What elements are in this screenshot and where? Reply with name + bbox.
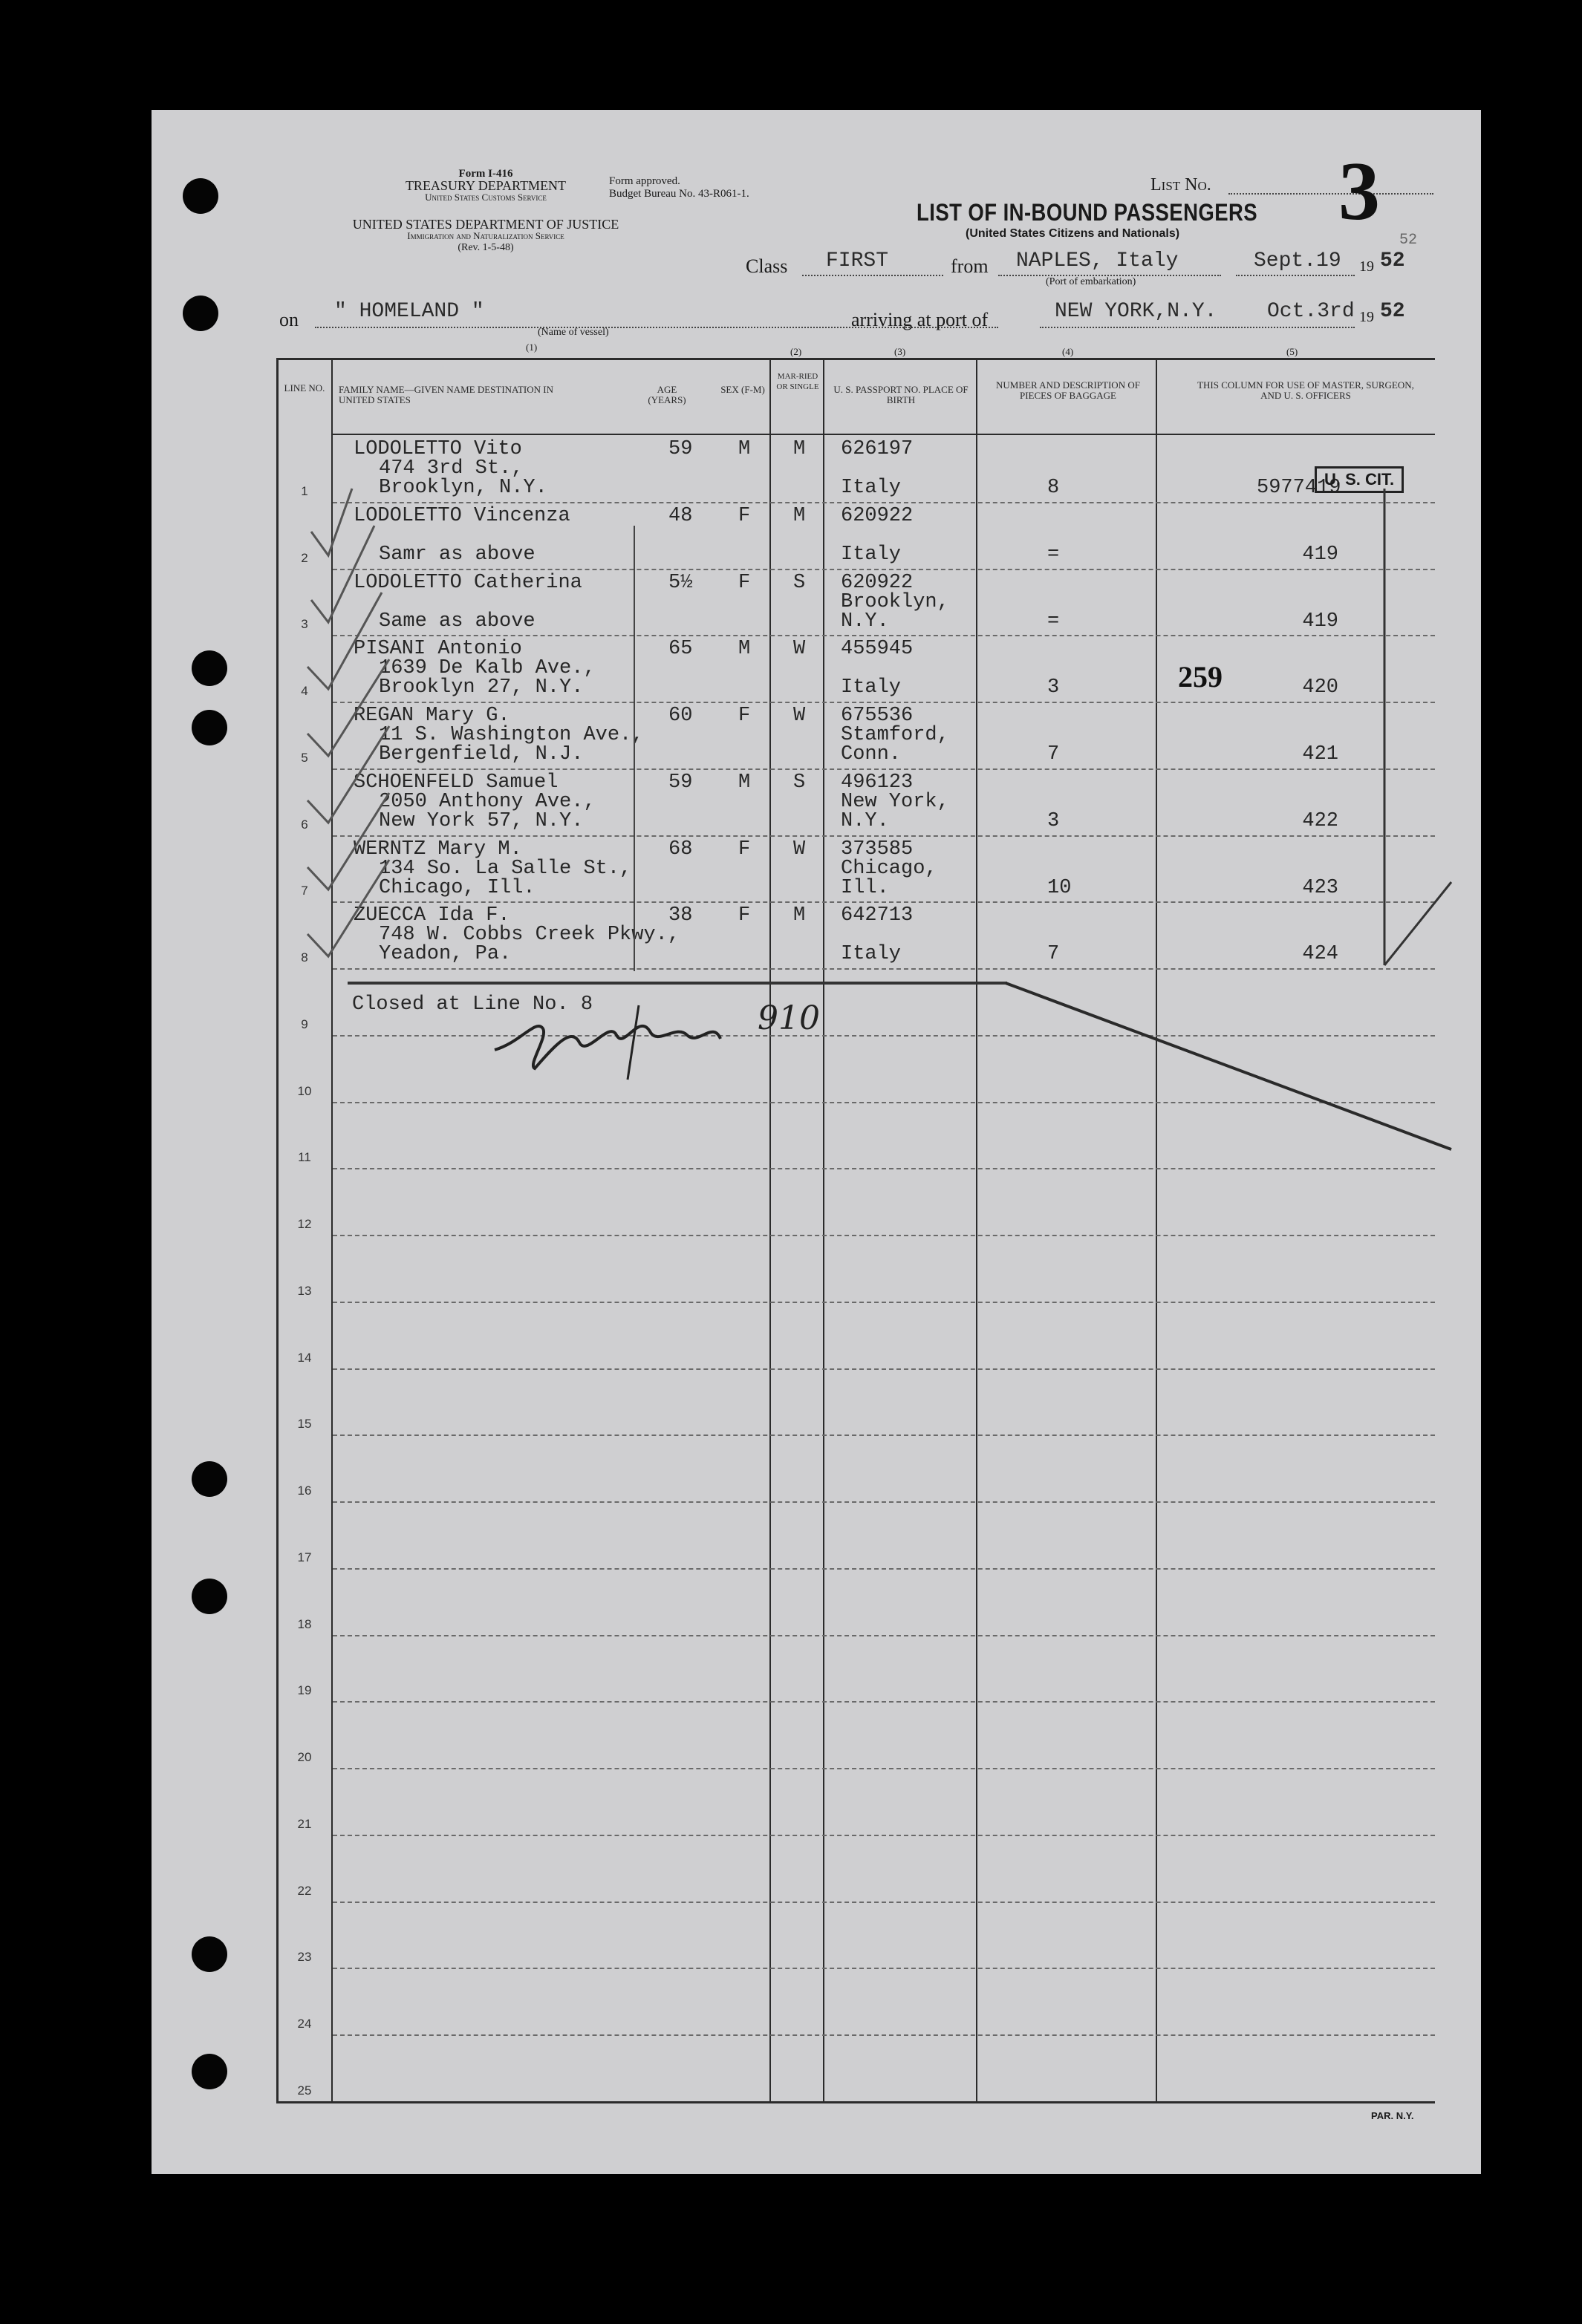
place-of-birth: Brooklyn, [841, 590, 949, 613]
year-prefix-2: 19 [1359, 309, 1374, 325]
line-number: 18 [297, 1616, 312, 1631]
year-prefix-1: 19 [1359, 258, 1374, 275]
sailing-year: 52 [1380, 249, 1405, 272]
col-num-1: (1) [526, 342, 538, 353]
arriving-label: arriving at port of [851, 309, 989, 330]
baggage-count: 7 [1047, 943, 1060, 966]
passenger-address: 134 So. La Salle St., [379, 857, 632, 880]
officer-number: 419 [1302, 543, 1338, 566]
line-number: 24 [297, 2017, 312, 2031]
passenger-destination: Chicago, Ill. [379, 876, 536, 899]
col-header-married: MAR-RIED OR SINGLE [776, 372, 819, 391]
col-header-age: AGE (YEARS) [648, 384, 686, 405]
line-number: 1 [301, 483, 308, 498]
passenger-destination: Bergenfield, N.J. [379, 743, 584, 766]
passenger-sex: F [738, 504, 751, 527]
line-number: 5 [301, 750, 308, 765]
place-of-birth: Stamford, [841, 724, 949, 747]
sailing-date: Sept.19 [1254, 249, 1341, 272]
place-of-birth: Conn. [841, 743, 902, 766]
line-number: 4 [301, 684, 308, 699]
line-number: 13 [297, 1283, 312, 1298]
line-number: 25 [297, 2083, 312, 2098]
line-number: 10 [297, 1083, 312, 1098]
passenger-sex: F [738, 571, 751, 594]
passenger-sex: M [738, 638, 751, 661]
line-number: 7 [301, 884, 308, 898]
passenger-age: 60 [668, 705, 693, 728]
passenger-address: 748 W. Cobbs Creek Pkwy., [379, 924, 680, 947]
line-number: 21 [297, 1816, 312, 1831]
passenger-name: LODOLETTO Vito [354, 438, 522, 460]
passenger-marital-status: M [793, 904, 806, 927]
passenger-destination: Brooklyn, N.Y. [379, 477, 547, 499]
line-number: 17 [297, 1550, 312, 1564]
baggage-count: = [1047, 543, 1060, 566]
passenger-address: 1639 De Kalb Ave., [379, 657, 596, 680]
passenger-address: 474 3rd St., [379, 457, 524, 480]
baggage-count: = [1047, 610, 1060, 633]
line-number: 22 [297, 1883, 312, 1898]
col-num-2: (2) [790, 346, 802, 357]
document-page [152, 110, 1481, 2174]
row-separator [333, 1902, 1435, 1903]
dept-treasury-sub: United States Customs Service [425, 192, 547, 203]
us-citizen-stamp: U. S. CIT. [1315, 466, 1404, 493]
list-number: 3 [1338, 146, 1380, 238]
arrival-date: Oct.3rd [1267, 300, 1355, 323]
port-embarkation-label: (Port of embarkation) [1046, 276, 1136, 287]
passenger-age: 5½ [668, 571, 693, 594]
passenger-name: WERNTZ Mary M. [354, 838, 522, 861]
passenger-marital-status: M [793, 438, 806, 460]
row-separator [333, 1701, 1435, 1703]
list-no-label: List No. [1150, 175, 1211, 195]
line-number: 2 [301, 550, 308, 565]
officer-number: 423 [1302, 876, 1338, 899]
place-of-birth: Chicago, [841, 857, 937, 880]
place-of-birth: Italy [841, 477, 902, 499]
year-note: 52 [1399, 232, 1418, 249]
vessel-name: " HOMELAND " [334, 300, 484, 323]
col-header-line-no: LINE NO. [284, 382, 325, 394]
passenger-age: 59 [668, 771, 693, 794]
passport-number: 620922 [841, 571, 914, 594]
dept-justice: UNITED STATES DEPARTMENT OF JUSTICE [352, 217, 619, 232]
place-of-birth: Ill. [841, 876, 889, 899]
place-of-birth: Italy [841, 943, 902, 966]
col-header-baggage: NUMBER AND DESCRIPTION OF PIECES OF BAGGAGE [996, 379, 1140, 401]
page-subtitle: (United States Citizens and Nationals) [966, 227, 1180, 240]
passenger-marital-status: S [793, 771, 806, 794]
line-number: 8 [301, 950, 308, 965]
baggage-count: 10 [1047, 876, 1072, 899]
col-num-5: (5) [1286, 346, 1298, 357]
row-separator [333, 1835, 1435, 1836]
budget-bureau: Budget Bureau No. 43-R061-1. [609, 188, 749, 200]
passport-number: 642713 [841, 904, 914, 927]
passenger-age: 59 [668, 438, 693, 460]
passenger-sex: F [738, 705, 751, 728]
passenger-marital-status: S [793, 571, 806, 594]
passenger-destination: Yeadon, Pa. [379, 943, 512, 966]
line-number: 11 [298, 1150, 311, 1165]
binder-hole [192, 2054, 227, 2089]
place-of-birth: New York, [841, 790, 949, 813]
binder-hole [192, 1461, 227, 1497]
line-number: 19 [297, 1683, 312, 1698]
row-separator [333, 1768, 1435, 1769]
passenger-age: 38 [668, 904, 693, 927]
baggage-count: 7 [1047, 743, 1060, 766]
row-separator [333, 1568, 1435, 1570]
passenger-address: 11 S. Washington Ave., [379, 724, 644, 747]
arrival-year: 52 [1380, 300, 1405, 323]
passenger-age: 68 [668, 838, 693, 861]
passenger-marital-status: W [793, 705, 806, 728]
from-value: NAPLES, Italy [1016, 249, 1179, 272]
from-label: from [951, 255, 989, 277]
row-separator [333, 1968, 1435, 1969]
line-number: 14 [297, 1350, 312, 1365]
place-of-birth: Italy [841, 543, 902, 566]
row-separator [333, 1501, 1435, 1503]
binder-hole [192, 1936, 227, 1972]
col-header-officers: THIS COLUMN FOR USE OF MASTER, SURGEON, AND U. S. OFFICERS [1197, 379, 1414, 401]
line-number: 20 [297, 1750, 312, 1765]
passenger-name: ZUECCA Ida F. [354, 904, 510, 927]
signature-note: 910 [758, 999, 820, 1037]
place-of-birth: N.Y. [841, 809, 889, 832]
passenger-name: LODOLETTO Catherina [354, 571, 582, 594]
line-number: 23 [297, 1950, 312, 1965]
passport-number: 620922 [841, 504, 914, 527]
col-num-4: (4) [1062, 346, 1074, 357]
passport-number: 455945 [841, 638, 914, 661]
place-of-birth: Italy [841, 676, 902, 699]
baggage-count: 3 [1047, 809, 1060, 832]
passport-number: 496123 [841, 771, 914, 794]
baggage-count: 8 [1047, 477, 1060, 499]
passenger-name: SCHOENFELD Samuel [354, 771, 559, 794]
handwritten-marks [152, 110, 1481, 1298]
form-number: Form I-416 [458, 168, 513, 180]
line-number: 6 [301, 817, 308, 832]
form-approved: Form approved. [609, 175, 680, 187]
col-header-passport: U. S. PASSPORT NO. PLACE OF BIRTH [833, 384, 969, 405]
line-number: 3 [301, 617, 308, 632]
passport-number: 626197 [841, 438, 914, 460]
col-header-name: FAMILY NAME—GIVEN NAME DESTINATION IN UNITED STATES [339, 384, 554, 405]
place-of-birth: N.Y. [841, 610, 889, 633]
passenger-marital-status: W [793, 838, 806, 861]
passenger-sex: M [738, 771, 751, 794]
printer-mark: PAR. N.Y. [1371, 2110, 1414, 2121]
on-label: on [279, 309, 299, 330]
form-rev: (Rev. 1-5-48) [458, 242, 514, 253]
passenger-destination: Brooklyn 27, N.Y. [379, 676, 584, 699]
passenger-name: REGAN Mary G. [354, 705, 510, 728]
officer-number: 422 [1302, 809, 1338, 832]
col-header-sex: SEX (F-M) [720, 384, 765, 395]
annotation-259: 259 [1178, 660, 1223, 693]
row-separator [333, 1368, 1435, 1370]
line-number: 16 [297, 1483, 312, 1498]
baggage-count: 3 [1047, 676, 1060, 699]
arrival-port: NEW YORK,N.Y. [1055, 300, 1217, 323]
passport-number: 675536 [841, 705, 914, 728]
row-separator [333, 1635, 1435, 1636]
passport-number: 373585 [841, 838, 914, 861]
page-title: LIST OF IN-BOUND PASSENGERS [917, 199, 1258, 226]
line-number: 15 [297, 1417, 312, 1432]
passenger-age: 65 [668, 638, 693, 661]
officer-number: 419 [1302, 610, 1338, 633]
passenger-marital-status: M [793, 504, 806, 527]
dept-treasury: TREASURY DEPARTMENT [405, 178, 567, 193]
passenger-marital-status: W [793, 638, 806, 661]
passenger-sex: F [738, 904, 751, 927]
officer-number: 5977419 [1257, 477, 1341, 499]
row-separator [333, 1434, 1435, 1436]
passenger-destination: New York 57, N.Y. [379, 809, 584, 832]
officer-number: 420 [1302, 676, 1338, 699]
passenger-age: 48 [668, 504, 693, 527]
row-separator [333, 2034, 1435, 2036]
passenger-name: LODOLETTO Vincenza [354, 504, 570, 527]
class-label: Class [746, 255, 788, 277]
table-bottom-rule [276, 2101, 1435, 2103]
binder-hole [192, 1579, 227, 1614]
dept-justice-sub: Immigration and Naturalization Service [407, 230, 564, 241]
passenger-name: PISANI Antonio [354, 638, 522, 661]
passenger-sex: M [738, 438, 751, 460]
line-number: 9 [301, 1016, 308, 1031]
passenger-destination: Same as above [379, 610, 536, 633]
passenger-sex: F [738, 838, 751, 861]
passenger-address: 2050 Anthony Ave., [379, 790, 596, 813]
officer-number: 424 [1302, 943, 1338, 966]
class-value: FIRST [826, 249, 889, 272]
col-num-3: (3) [894, 346, 906, 357]
passenger-destination: Samr as above [379, 543, 536, 566]
vessel-label: (Name of vessel) [538, 327, 609, 338]
officer-number: 421 [1302, 743, 1338, 766]
line-number: 12 [297, 1217, 312, 1232]
row-separator [333, 1302, 1435, 1303]
closed-at-line-text: Closed at Line No. 8 [352, 993, 593, 1016]
